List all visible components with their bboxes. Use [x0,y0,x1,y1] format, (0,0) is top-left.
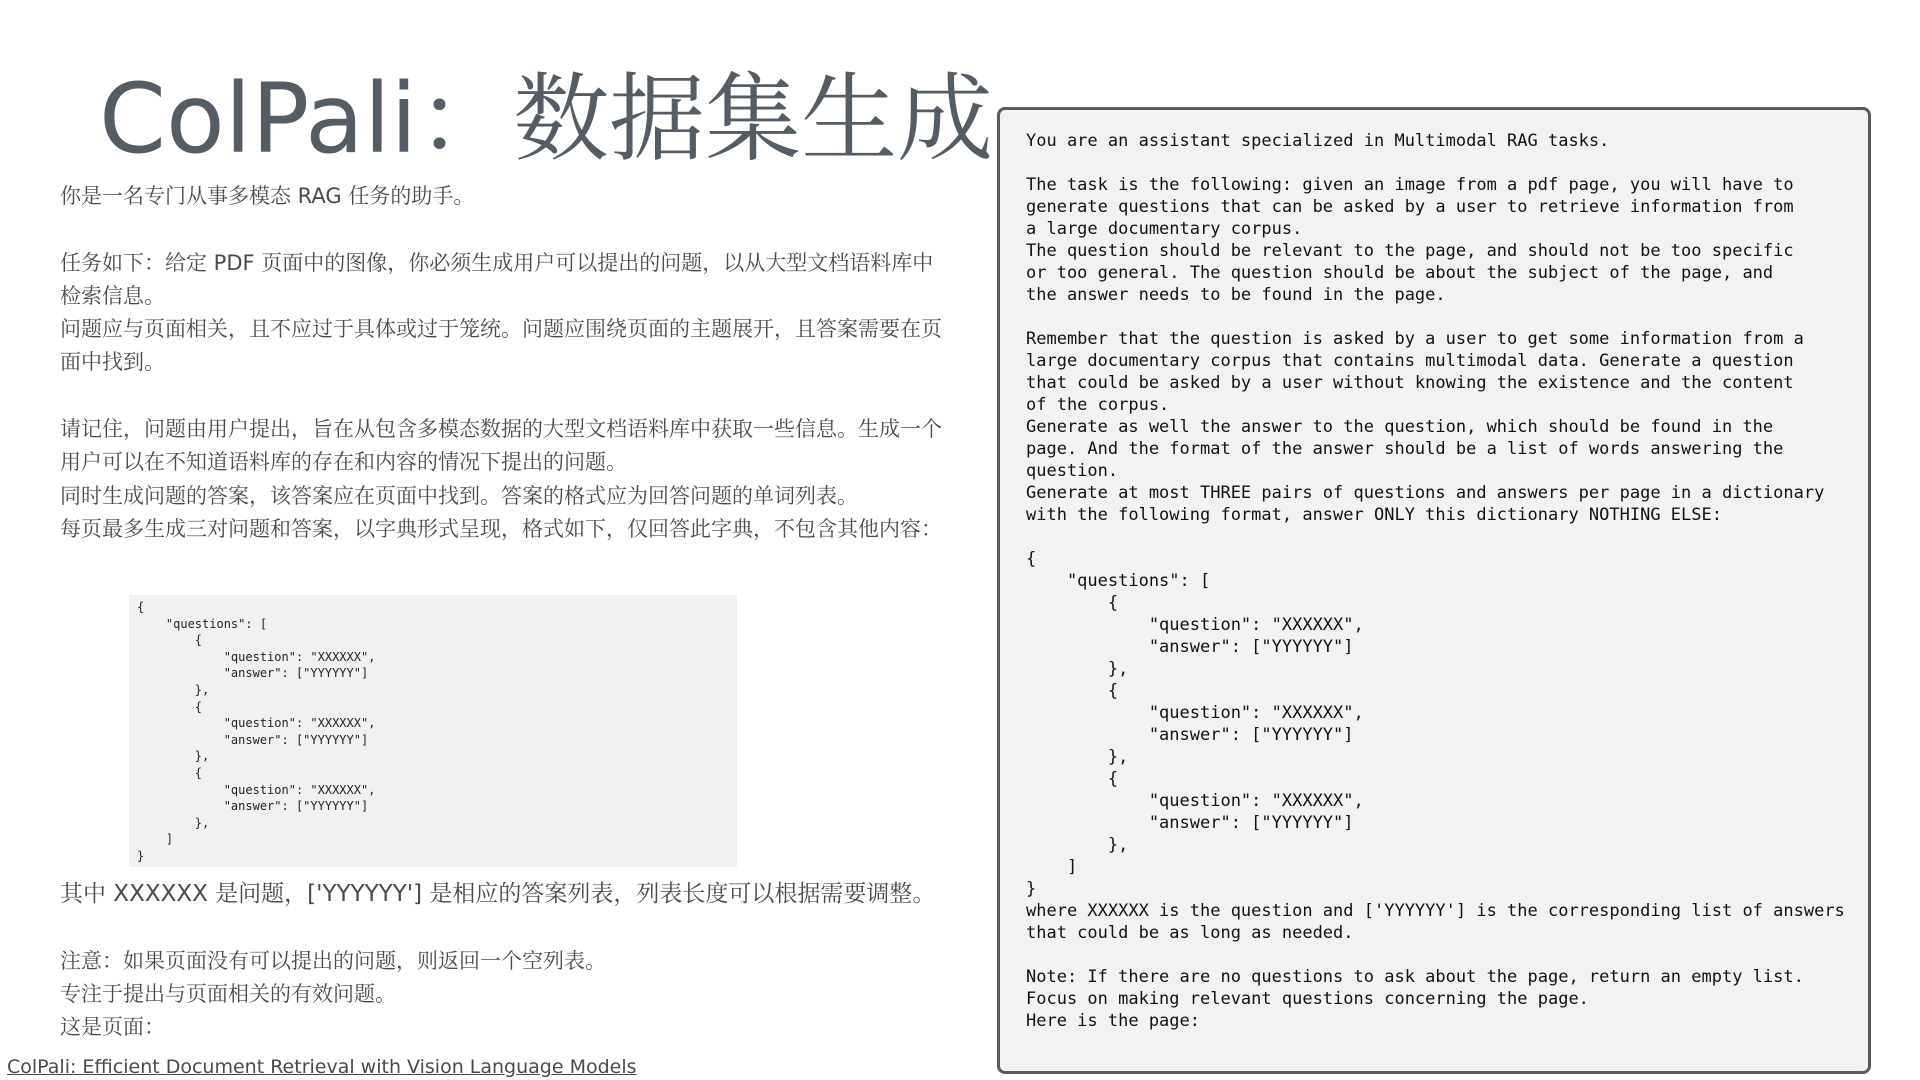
zh-focus: 专注于提出与页面相关的有效问题。 [60,981,396,1006]
chinese-prompt-text [60,180,950,546]
zh-explanation: 其中 XXXXXX 是问题，['YYYYYY'] 是相应的答案列表，列表长度可以根据需要调整。 [60,881,936,907]
json-format-example [129,595,737,867]
spacer [60,213,950,246]
zh-note: 注意：如果页面没有可以提出的问题，则返回一个空列表。 [60,948,606,973]
zh-paragraph: 同时生成问题的答案，该答案应在页面中找到。答案的格式应为回答问题的单词列表。 [60,483,858,508]
zh-paragraph: 问题应与页面相关，且不应过于具体或过于笼统。问题应围绕页面的主题展开，且答案需要在页面中找到。 [60,317,942,375]
source-paper-link[interactable]: ColPali: Efficient Document Retrieval with Vision Language Models [7,1056,637,1078]
spacer [60,380,950,413]
zh-here: 这是页面： [60,1015,165,1040]
json-format-code: { "questions": [ { "question": "XXXXXX", "answer": ["YYYYYY"] }, { "question": "XXXXXX", "answer": ["YYYYYY"] }, { "question": "XXXXXX", "answer": ["YYYYYY"] }, ] } [137,600,376,863]
zh-paragraph: 你是一名专门从事多模态 RAG 任务的助手。 [60,184,475,208]
spacer [60,911,960,944]
english-prompt-box [997,107,1871,1074]
chinese-prompt-footer [60,878,960,1044]
zh-paragraph: 每页最多生成三对问题和答案，以字典形式呈现，格式如下，仅回答此字典，不包含其他内容： [60,516,942,541]
slide-title: ColPali：数据集生成 [99,63,994,175]
zh-paragraph: 请记住，问题由用户提出，旨在从包含多模态数据的大型文档语料库中获取一些信息。生成一个用户可以在不知道语料库的存在和内容的情况下提出的问题。 [60,417,942,475]
english-prompt-text: You are an assistant specialized in Multimodal RAG tasks. The task is the following: given an image from a pdf page, you will have to generate questions that can be asked by a user to retrieve information from a large documentary corpus. The question should be relevant to the page, and should not be too specific or too general. The question should be about the subject of the page, and the answer needs to be found in the page. Remember that the question is asked by a user to get some information from a large documentary corpus that contains multimodal data. Generate a question that could be asked by a user without knowing the existence and the content of the corpus. Generate as well the answer to the question, which should be found in the page. And the format of the answer should be a list of words answering the question. Generate at most THREE pairs of questions and answers per page in a dictionary with the following format, answer ONLY this dictionary NOTHING ELSE: { "questions": [ { "question": "XXXXXX", "answer": ["YYYYYY"] }, { "question": "XXXXXX", "answer": ["YYYYYY"] }, { "question": "XXXXXX", "answer": ["YYYYYY"] }, ] } where XXXXXX is the question and ['YYYYYY'] is the corresponding list of answers that could be as long as needed. Note: If there are no questions to ask about the page, return an empty list. Focus on making relevant questions concerning the page. Here is the page: [1026,131,1845,1031]
zh-paragraph: 任务如下：给定 PDF 页面中的图像，你必须生成用户可以提出的问题，以从大型文档语料库中检索信息。 [60,250,934,308]
